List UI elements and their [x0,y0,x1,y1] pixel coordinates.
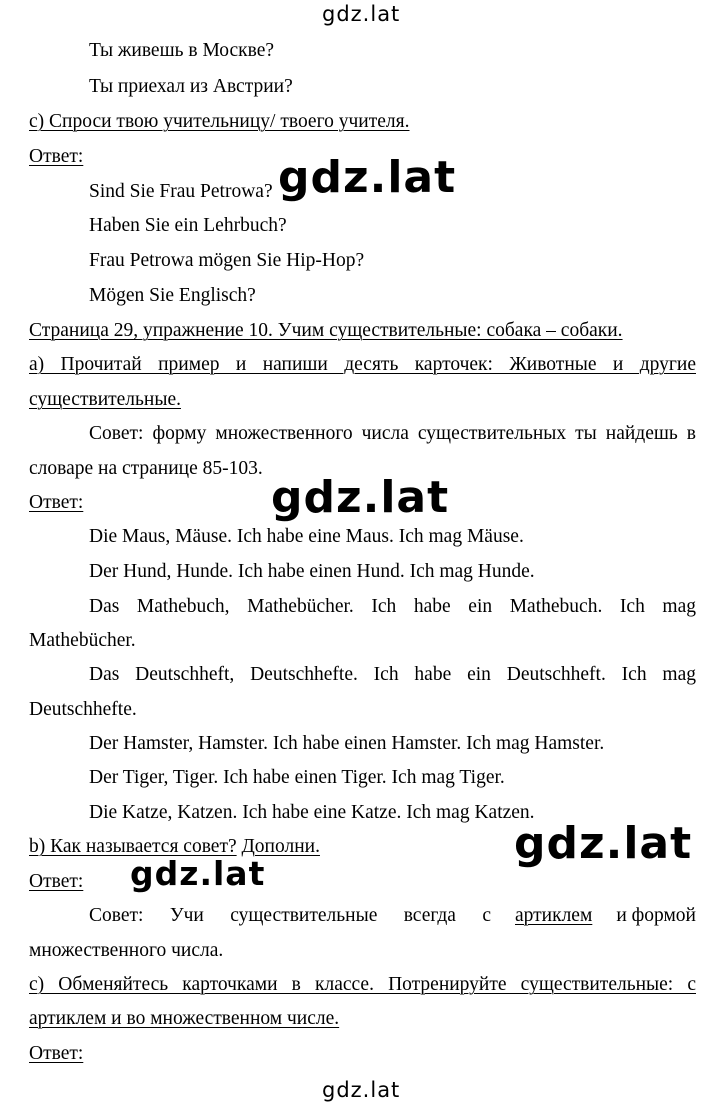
task-c2-heading-cont: артиклем и во множественном числе. [29,1008,340,1029]
watermark-large: gdz.lat [271,472,450,523]
text-line: Die Katze, Katzen. Ich habe eine Katze. Ich mag Katzen. [89,802,535,823]
watermark-large: gdz.lat [514,818,693,869]
tip-answer-keyword: артиклем [515,905,593,926]
answer-label: Ответ: [29,492,84,513]
text-line: Das Deutschheft, Deutschhefte. Ich habe ein Deutschheft. Ich mag [89,664,696,685]
tip-answer-word: всегда [403,905,456,926]
answer-label: Ответ: [29,146,84,167]
answer-label: Ответ: [29,1043,84,1064]
text-line: Mögen Sie Englisch? [89,285,256,306]
tip-answer-start [89,903,491,929]
answer-label: Ответ: [29,871,84,892]
text-line: Ты приехал из Австрии? [89,76,293,97]
tip-answer-word: с [482,905,491,926]
tip-text: Совет: форму множественного числа существительных ты найдешь в [89,423,696,444]
tip-answer-word: Учи [169,905,204,926]
tip-answer-word: существительные [230,905,378,926]
text-line: Deutschhefte. [29,699,137,720]
tip-text-cont: словаре на странице 85-103. [29,458,263,479]
tip-answer-cont: множественного числа. [29,940,224,961]
text-line: Ты живешь в Москве? [89,40,275,61]
text-line: Das Mathebuch, Mathebücher. Ich habe ein Mathebuch. Ich mag [89,596,696,617]
tip-answer-end: и формой [616,905,696,926]
text-line: Die Maus, Mäuse. Ich habe eine Maus. Ich mag Mäuse. [89,526,524,547]
text-line: Der Hund, Hunde. Ich habe einen Hund. Ich mag Hunde. [89,561,535,582]
text-line: Mathebücher. [29,630,136,651]
watermark-bottom: gdz.lat [322,1078,401,1102]
watermark-medium: gdz.lat [130,854,266,893]
exercise-heading: Страница 29, упражнение 10. Учим существительные: собака – собаки. [29,320,623,341]
watermark-top: gdz.lat [322,2,401,26]
text-line: Der Hamster, Hamster. Ich habe einen Hamster. Ich mag Hamster. [89,733,605,754]
text-line: Der Tiger, Tiger. Ich habe einen Tiger. Ich mag Tiger. [89,767,505,788]
task-c2-heading: c) Обменяйтесь карточками в классе. Потренируйте существительные: с [29,974,696,995]
task-a-heading-cont: существительные. [29,389,181,410]
text-line: Haben Sie ein Lehrbuch? [89,215,287,236]
task-b-instruction: Дополни. [241,836,320,857]
tip-answer-word: Совет: [89,905,144,926]
text-line: Frau Petrowa mögen Sie Hip-Hop? [89,250,365,271]
text-line: Sind Sie Frau Petrowa? [89,181,273,202]
watermark-large: gdz.lat [278,152,457,203]
tip-answer [89,903,696,929]
task-a-heading: a) Прочитай пример и напиши десять карточек: Животные и другие [29,354,696,375]
task-b-question: b) Как называется совет? [29,836,237,857]
task-c-heading: c) Спроси твою учительницу/ твоего учителя. [29,111,410,132]
